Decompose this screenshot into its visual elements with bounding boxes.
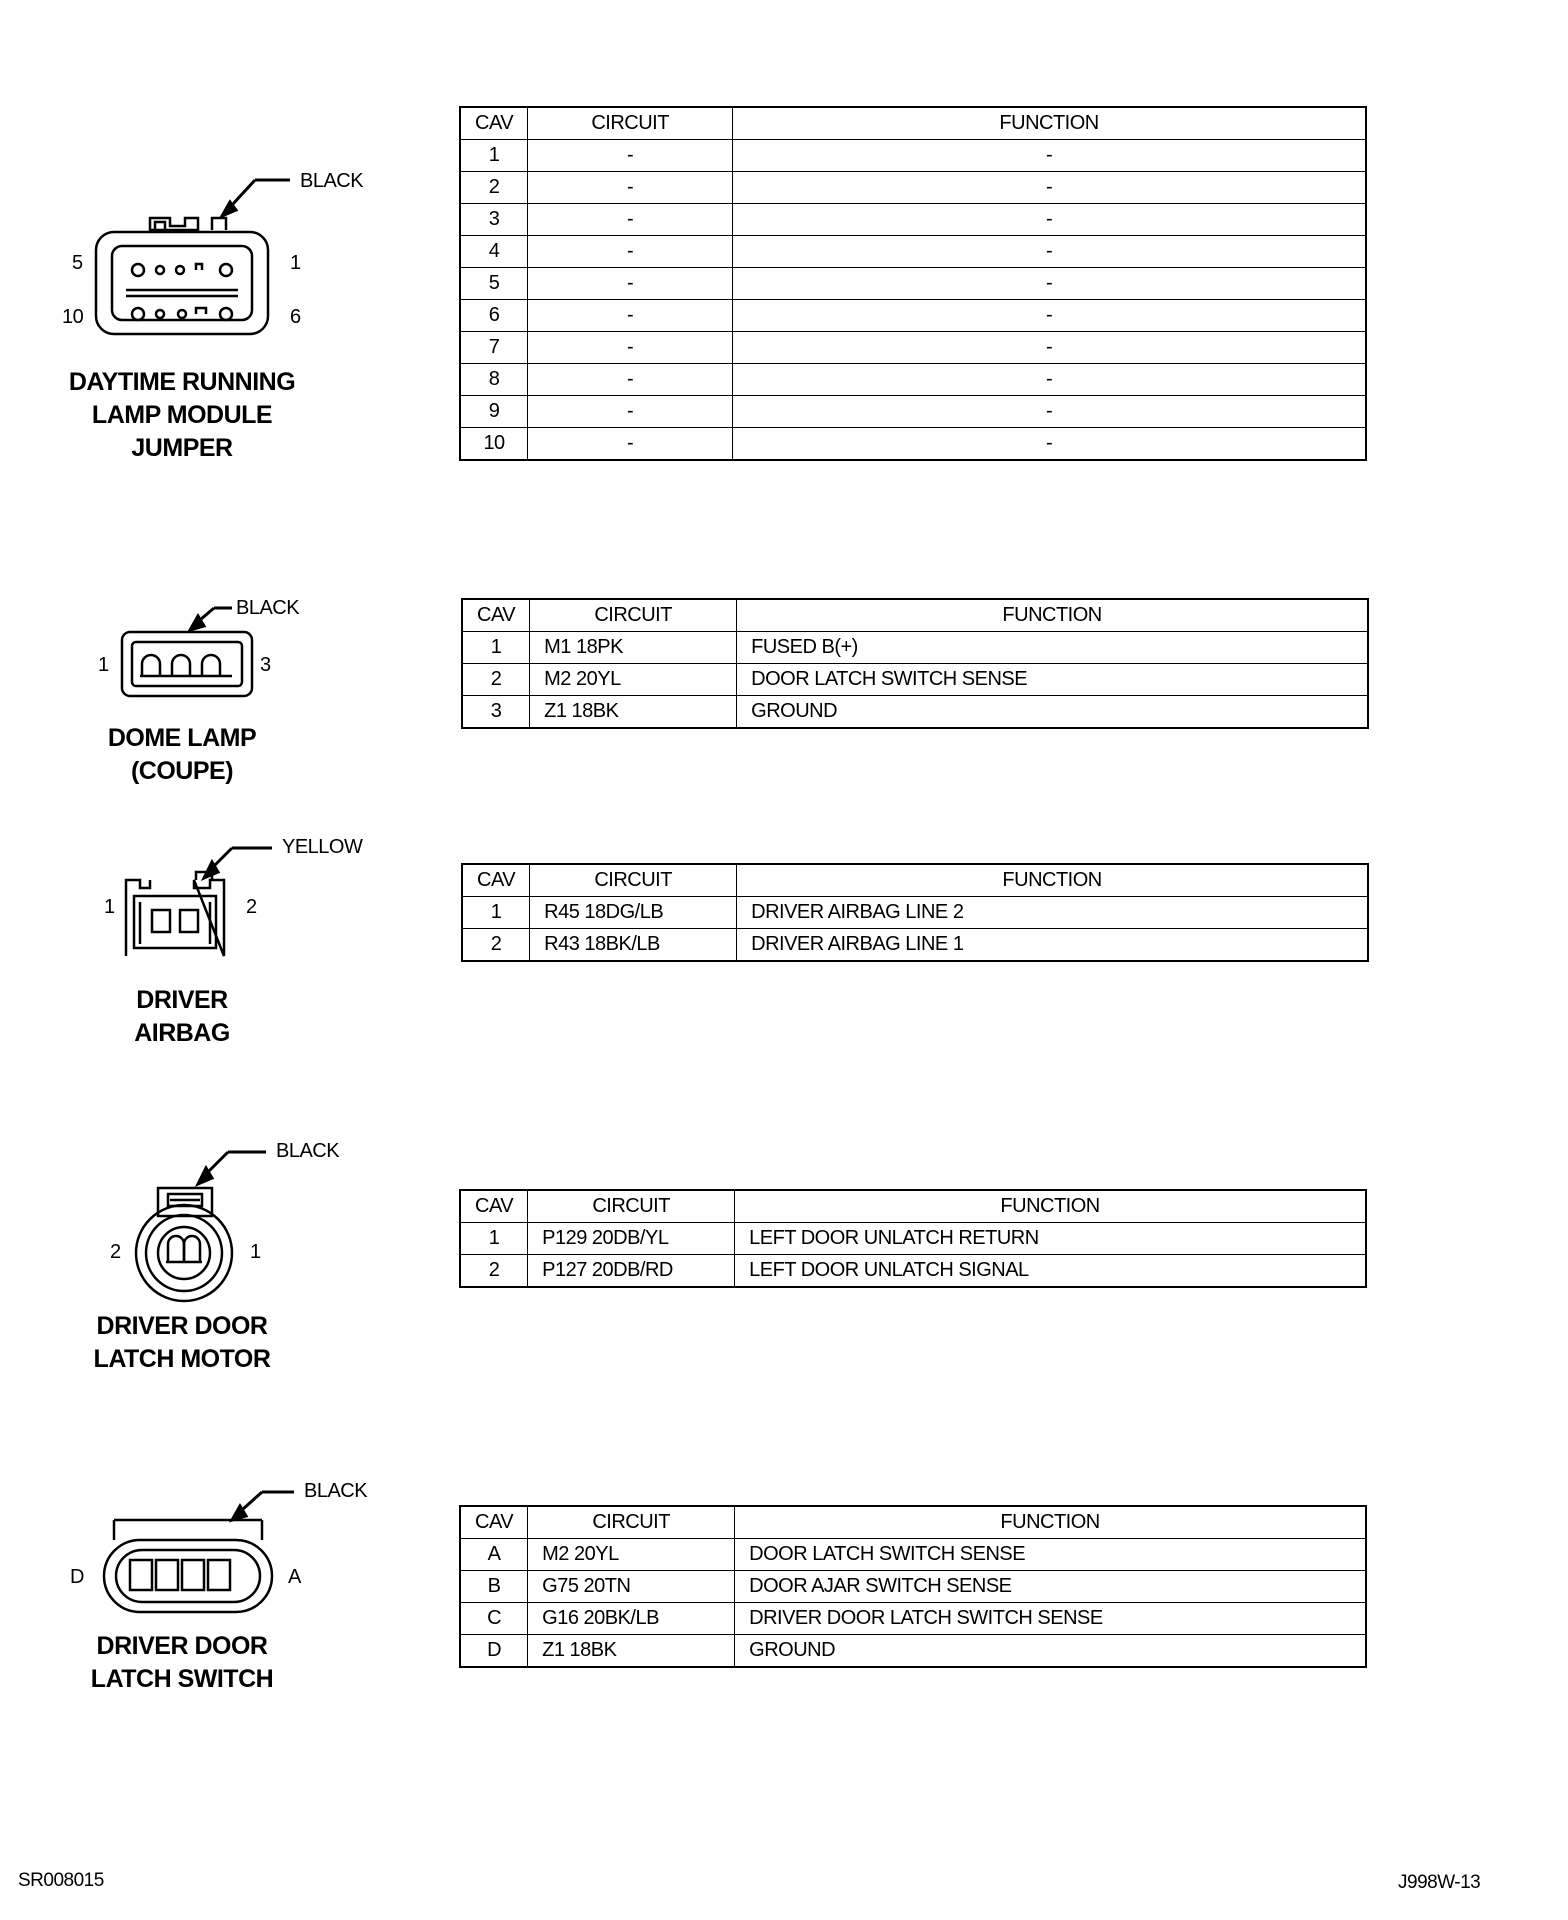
cell-circuit: - bbox=[528, 332, 733, 364]
cell-circuit: - bbox=[528, 300, 733, 332]
cell-function: - bbox=[733, 140, 1366, 172]
header-circuit: CIRCUIT bbox=[528, 1190, 735, 1223]
cell-function: - bbox=[733, 428, 1366, 461]
cell-cav: 2 bbox=[460, 172, 528, 204]
cell-function: - bbox=[733, 332, 1366, 364]
footer-left-code: SR008015 bbox=[18, 1870, 104, 1891]
table-header-row bbox=[460, 1190, 1366, 1223]
cell-cav: 2 bbox=[462, 929, 530, 962]
header-circuit: CIRCUIT bbox=[528, 107, 733, 140]
table-row bbox=[460, 268, 1366, 300]
table-row bbox=[460, 364, 1366, 396]
drl-jumper-pin-table bbox=[459, 106, 1367, 461]
table-row bbox=[460, 332, 1366, 364]
cell-function: GROUND bbox=[737, 696, 1368, 729]
cell-function: DOOR LATCH SWITCH SENSE bbox=[735, 1539, 1366, 1571]
cell-function: - bbox=[733, 204, 1366, 236]
cell-cav: 1 bbox=[462, 632, 530, 664]
cell-circuit: - bbox=[528, 172, 733, 204]
table-row bbox=[460, 1603, 1366, 1635]
table-row bbox=[460, 1255, 1366, 1288]
cell-circuit: P129 20DB/YL bbox=[528, 1223, 735, 1255]
driver-airbag-pin-table bbox=[461, 863, 1369, 962]
cell-cav: D bbox=[460, 1635, 528, 1668]
cell-function: - bbox=[733, 172, 1366, 204]
cell-function: DRIVER DOOR LATCH SWITCH SENSE bbox=[735, 1603, 1366, 1635]
cell-function: LEFT DOOR UNLATCH RETURN bbox=[735, 1223, 1366, 1255]
cell-cav: 2 bbox=[462, 664, 530, 696]
cell-circuit: - bbox=[528, 396, 733, 428]
latch-switch-pin-table bbox=[459, 1505, 1367, 1668]
cell-cav: 2 bbox=[460, 1255, 528, 1288]
latch-motor-pin-table bbox=[459, 1189, 1367, 1288]
table-row bbox=[462, 897, 1368, 929]
table-row bbox=[460, 204, 1366, 236]
cell-cav: 1 bbox=[460, 1223, 528, 1255]
cell-cav: 4 bbox=[460, 236, 528, 268]
header-cav: CAV bbox=[462, 599, 530, 632]
table-row bbox=[460, 172, 1366, 204]
cell-function: DOOR AJAR SWITCH SENSE bbox=[735, 1571, 1366, 1603]
latch-motor-pin-1: 1 bbox=[250, 1241, 261, 1263]
cell-circuit: R43 18BK/LB bbox=[530, 929, 737, 962]
table-header-row bbox=[462, 864, 1368, 897]
footer-right-code: J998W-13 bbox=[1398, 1872, 1481, 1893]
cell-circuit: - bbox=[528, 140, 733, 172]
cell-function: - bbox=[733, 396, 1366, 428]
cell-cav: 3 bbox=[460, 204, 528, 236]
header-circuit: CIRCUIT bbox=[530, 864, 737, 897]
cell-circuit: G16 20BK/LB bbox=[528, 1603, 735, 1635]
table-header-row bbox=[460, 107, 1366, 140]
header-function: FUNCTION bbox=[737, 599, 1368, 632]
driver-airbag-title-line-2: AIRBAG bbox=[134, 1019, 230, 1047]
header-function: FUNCTION bbox=[735, 1190, 1366, 1223]
latch-switch-title-line-2: LATCH SWITCH bbox=[90, 1665, 274, 1693]
table-row bbox=[460, 428, 1366, 461]
table-header-row bbox=[460, 1506, 1366, 1539]
latch-switch-pin-d: D bbox=[70, 1566, 84, 1588]
cell-cav: 5 bbox=[460, 268, 528, 300]
header-cav: CAV bbox=[460, 1506, 528, 1539]
latch-switch-connector-icon bbox=[0, 0, 400, 1700]
drl-jumper-title-line-2: LAMP MODULE bbox=[91, 401, 273, 429]
dome-lamp-pin-3: 3 bbox=[260, 654, 271, 676]
header-cav: CAV bbox=[460, 1190, 528, 1223]
drl-jumper-pin-10: 10 bbox=[62, 306, 84, 328]
table-row bbox=[460, 396, 1366, 428]
cell-function: LEFT DOOR UNLATCH SIGNAL bbox=[735, 1255, 1366, 1288]
dome-lamp-color-label: BLACK bbox=[236, 597, 300, 619]
cell-function: - bbox=[733, 268, 1366, 300]
table-row bbox=[460, 300, 1366, 332]
table-row bbox=[460, 1223, 1366, 1255]
cell-function: - bbox=[733, 300, 1366, 332]
cell-circuit: - bbox=[528, 268, 733, 300]
drl-jumper-pin-6: 6 bbox=[290, 306, 301, 328]
header-function: FUNCTION bbox=[733, 107, 1366, 140]
latch-motor-color-label: BLACK bbox=[276, 1140, 340, 1162]
dome-lamp-pin-table bbox=[461, 598, 1369, 729]
latch-switch-title-line-1: DRIVER DOOR bbox=[96, 1632, 268, 1660]
cell-circuit: M1 18PK bbox=[530, 632, 737, 664]
table-header-row bbox=[462, 599, 1368, 632]
table-row bbox=[460, 1635, 1366, 1668]
cell-circuit: P127 20DB/RD bbox=[528, 1255, 735, 1288]
cell-circuit: Z1 18BK bbox=[528, 1635, 735, 1668]
cell-circuit: - bbox=[528, 236, 733, 268]
cell-cav: 7 bbox=[460, 332, 528, 364]
latch-motor-title-line-2: LATCH MOTOR bbox=[93, 1345, 271, 1373]
table-row bbox=[462, 664, 1368, 696]
cell-function: - bbox=[733, 236, 1366, 268]
drl-jumper-pin-5: 5 bbox=[72, 252, 83, 274]
cell-circuit: M2 20YL bbox=[528, 1539, 735, 1571]
cell-circuit: - bbox=[528, 428, 733, 461]
cell-circuit: G75 20TN bbox=[528, 1571, 735, 1603]
cell-cav: B bbox=[460, 1571, 528, 1603]
cell-circuit: - bbox=[528, 204, 733, 236]
cell-cav: 10 bbox=[460, 428, 528, 461]
cell-cav: 1 bbox=[460, 140, 528, 172]
cell-function: - bbox=[733, 364, 1366, 396]
dome-lamp-title-line-1: DOME LAMP bbox=[107, 724, 257, 752]
dome-lamp-title-line-2: (COUPE) bbox=[130, 757, 234, 785]
latch-motor-pin-2: 2 bbox=[110, 1241, 121, 1263]
latch-switch-title bbox=[32, 1630, 332, 1696]
table-row bbox=[460, 1539, 1366, 1571]
drl-jumper-title-line-1: DAYTIME RUNNING bbox=[68, 368, 296, 396]
drl-jumper-pin-1: 1 bbox=[290, 252, 301, 274]
dome-lamp-pin-1: 1 bbox=[98, 654, 109, 676]
cell-function: DRIVER AIRBAG LINE 1 bbox=[737, 929, 1368, 962]
cell-function: GROUND bbox=[735, 1635, 1366, 1668]
cell-circuit: R45 18DG/LB bbox=[530, 897, 737, 929]
cell-cav: 1 bbox=[462, 897, 530, 929]
header-function: FUNCTION bbox=[735, 1506, 1366, 1539]
table-row bbox=[460, 236, 1366, 268]
cell-cav: 8 bbox=[460, 364, 528, 396]
cell-function: DOOR LATCH SWITCH SENSE bbox=[737, 664, 1368, 696]
table-row bbox=[460, 140, 1366, 172]
cell-cav: 3 bbox=[462, 696, 530, 729]
driver-airbag-title-line-1: DRIVER bbox=[136, 986, 228, 1014]
cell-cav: A bbox=[460, 1539, 528, 1571]
table-row bbox=[462, 929, 1368, 962]
header-function: FUNCTION bbox=[737, 864, 1368, 897]
cell-circuit: Z1 18BK bbox=[530, 696, 737, 729]
latch-switch-pin-a: A bbox=[288, 1566, 301, 1588]
latch-switch-color-label: BLACK bbox=[304, 1480, 368, 1502]
header-circuit: CIRCUIT bbox=[530, 599, 737, 632]
latch-motor-title-line-1: DRIVER DOOR bbox=[96, 1312, 268, 1340]
table-row bbox=[462, 696, 1368, 729]
cell-circuit: M2 20YL bbox=[530, 664, 737, 696]
drl-jumper-title-line-3: JUMPER bbox=[131, 434, 233, 462]
header-cav: CAV bbox=[462, 864, 530, 897]
driver-airbag-pin-1: 1 bbox=[104, 896, 115, 918]
drl-jumper-color-label: BLACK bbox=[300, 170, 364, 192]
cell-cav: 9 bbox=[460, 396, 528, 428]
table-row bbox=[462, 632, 1368, 664]
cell-circuit: - bbox=[528, 364, 733, 396]
header-circuit: CIRCUIT bbox=[528, 1506, 735, 1539]
cell-cav: 6 bbox=[460, 300, 528, 332]
driver-airbag-pin-2: 2 bbox=[246, 896, 257, 918]
driver-airbag-color-label: YELLOW bbox=[282, 836, 363, 858]
cell-function: FUSED B(+) bbox=[737, 632, 1368, 664]
cell-cav: C bbox=[460, 1603, 528, 1635]
cell-function: DRIVER AIRBAG LINE 2 bbox=[737, 897, 1368, 929]
table-row bbox=[460, 1571, 1366, 1603]
header-cav: CAV bbox=[460, 107, 528, 140]
